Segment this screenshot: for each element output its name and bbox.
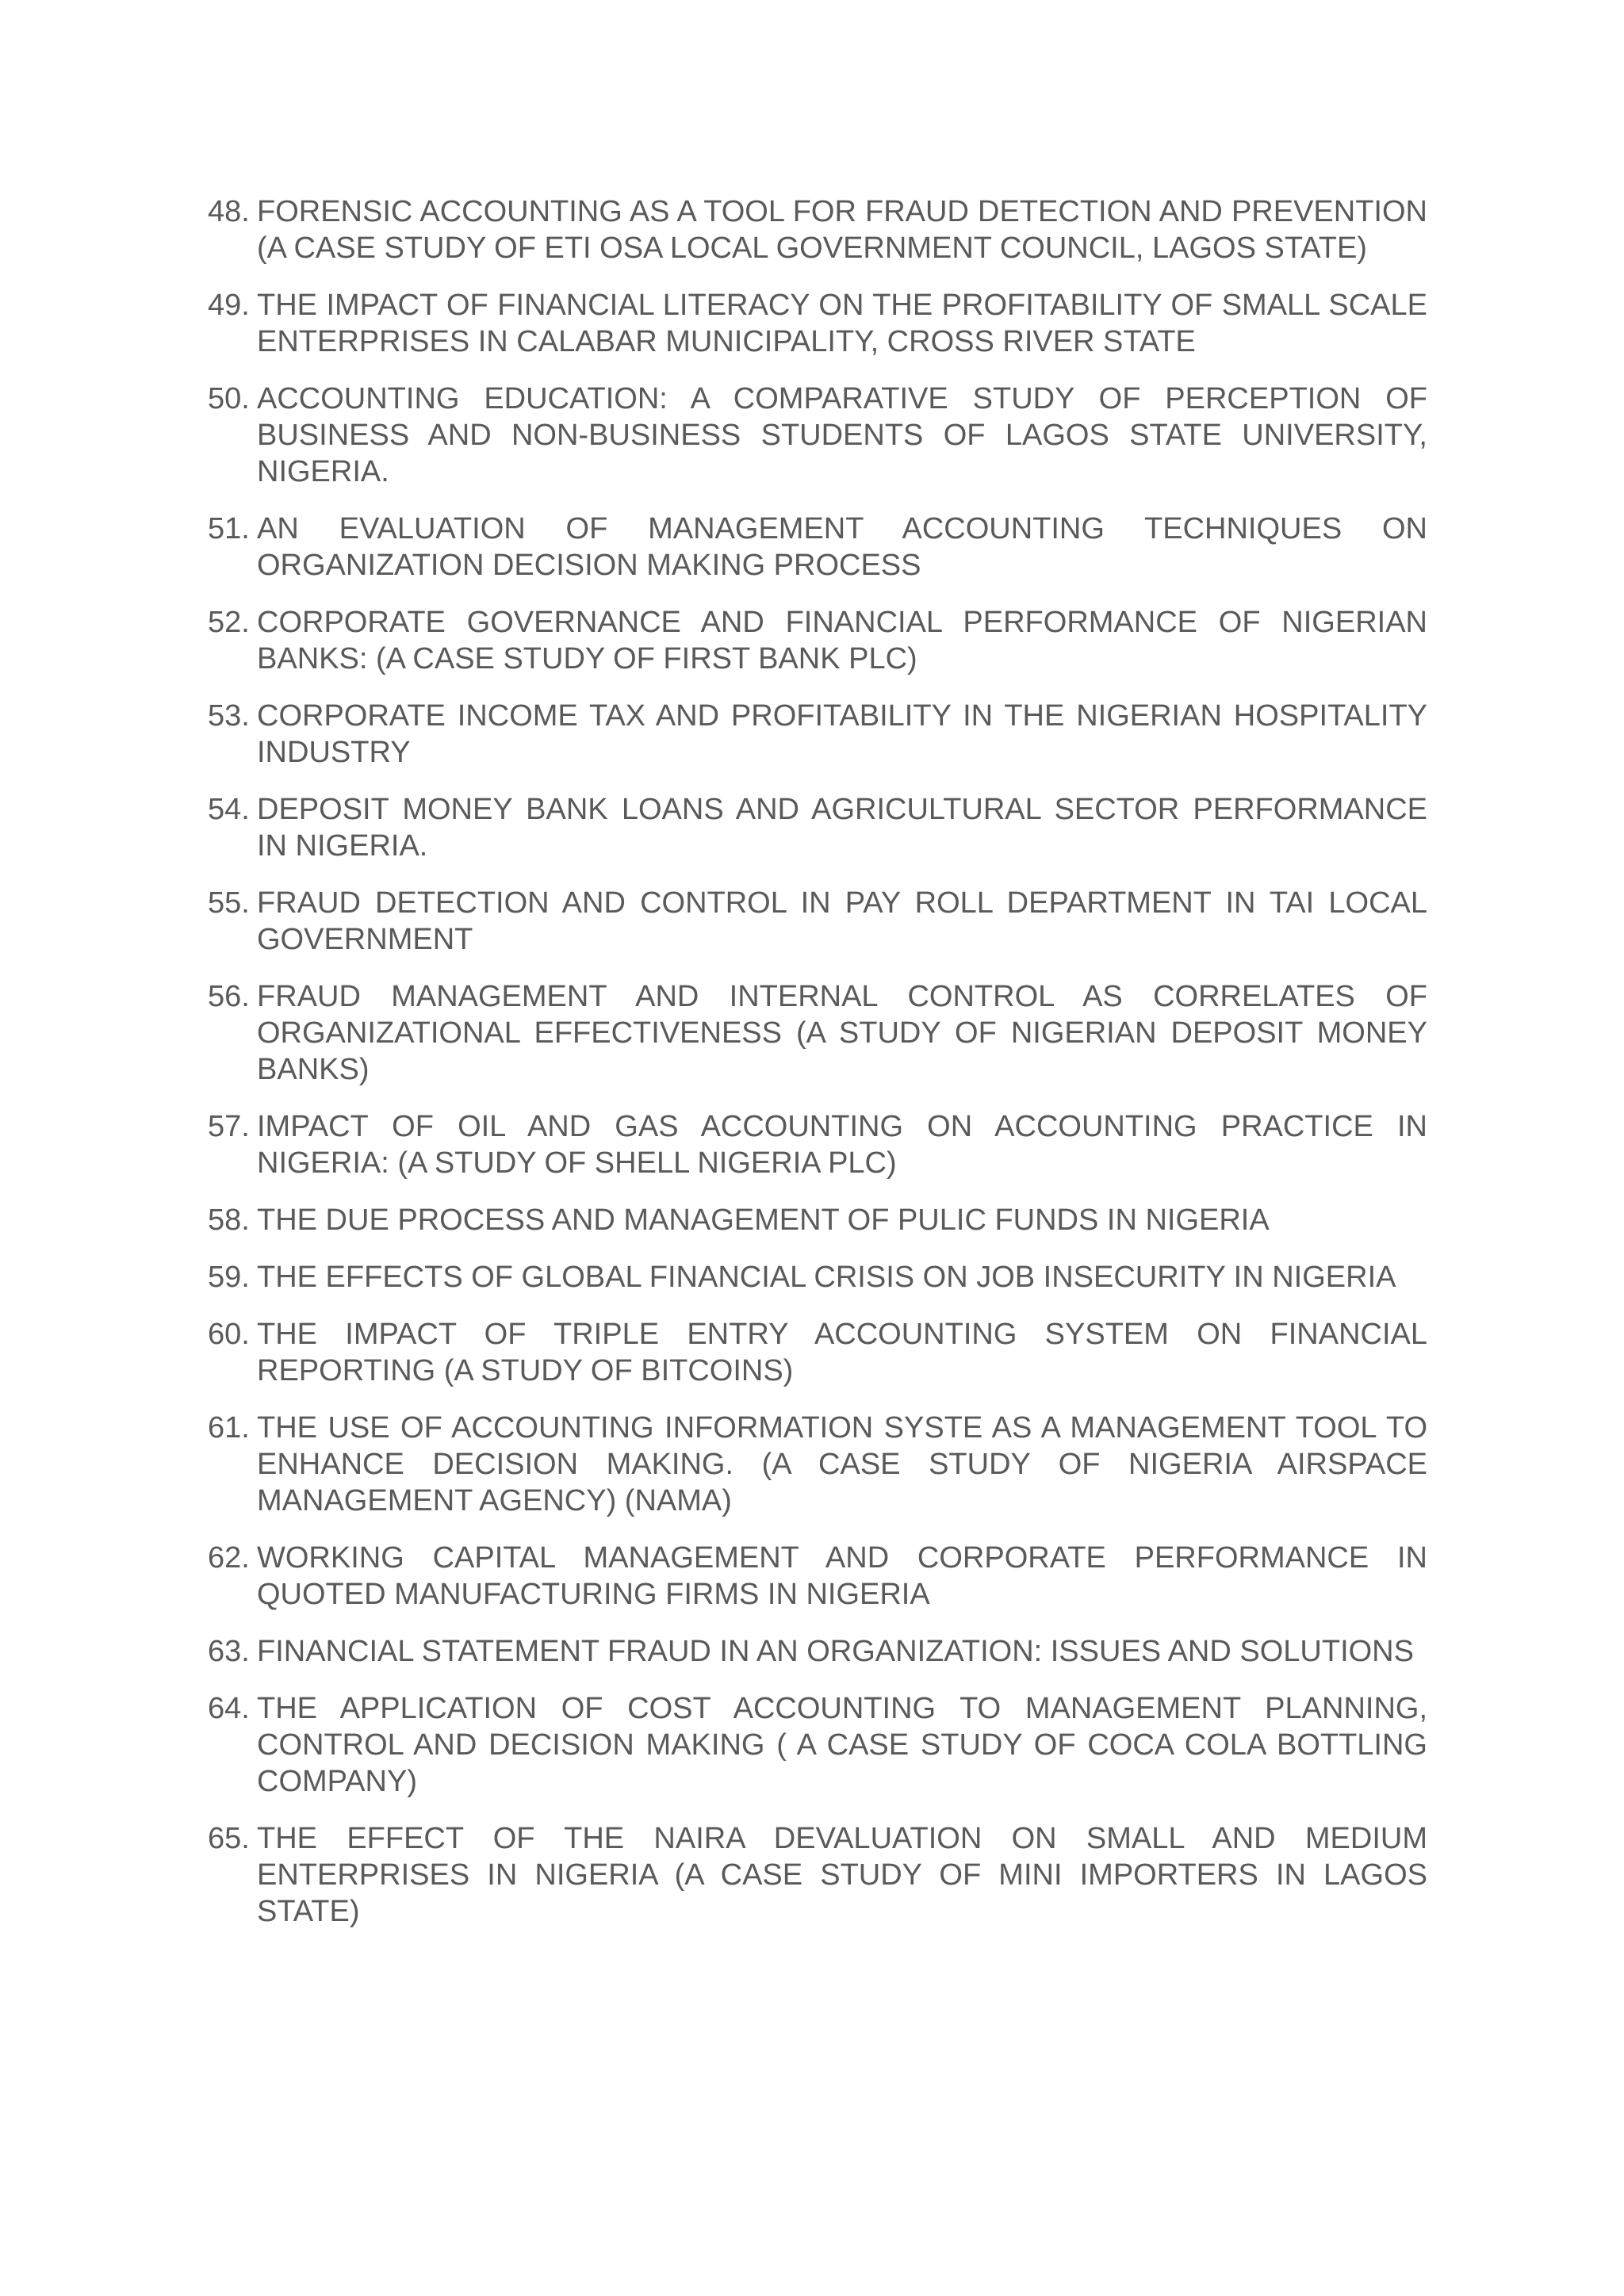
item-number: 51. bbox=[208, 512, 250, 545]
list-item bbox=[208, 1690, 1427, 1800]
item-title: DEPOSIT MONEY BANK LOANS AND AGRICULTURAL SECTOR PERFORMANCE IN NIGERIA. bbox=[257, 793, 1427, 863]
item-number: 52. bbox=[208, 606, 250, 639]
item-title: THE EFFECTS OF GLOBAL FINANCIAL CRISIS ON JOB INSECURITY IN NIGERIA bbox=[257, 1261, 1396, 1294]
list-item bbox=[208, 511, 1427, 584]
list-item bbox=[208, 287, 1427, 360]
list-item bbox=[208, 1202, 1427, 1238]
item-number: 54. bbox=[208, 793, 250, 826]
item-number: 61. bbox=[208, 1411, 250, 1445]
item-title: FRAUD DETECTION AND CONTROL IN PAY ROLL DEPARTMENT IN TAI LOCAL GOVERNMENT bbox=[257, 886, 1427, 956]
item-title: AN EVALUATION OF MANAGEMENT ACCOUNTING TECHNIQUES ON ORGANIZATION DECISION MAKING PROCESS bbox=[257, 512, 1427, 582]
item-title: IMPACT OF OIL AND GAS ACCOUNTING ON ACCOUNTING PRACTICE IN NIGERIA: (A STUDY OF SHELL NIGERIA PLC) bbox=[257, 1110, 1427, 1180]
list-item bbox=[208, 1108, 1427, 1181]
item-title: CORPORATE GOVERNANCE AND FINANCIAL PERFORMANCE OF NIGERIAN BANKS: (A CASE STUDY OF FIRST BANK PLC) bbox=[257, 606, 1427, 675]
list-item bbox=[208, 604, 1427, 677]
item-title: CORPORATE INCOME TAX AND PROFITABILITY IN THE NIGERIAN HOSPITALITY INDUSTRY bbox=[257, 699, 1427, 769]
list-item bbox=[208, 193, 1427, 266]
list-item bbox=[208, 1316, 1427, 1389]
list-item bbox=[208, 1540, 1427, 1613]
item-number: 57. bbox=[208, 1110, 250, 1143]
list-item bbox=[208, 978, 1427, 1088]
list-item bbox=[208, 885, 1427, 958]
list-item bbox=[208, 1259, 1427, 1295]
item-title: THE IMPACT OF TRIPLE ENTRY ACCOUNTING SYSTEM ON FINANCIAL REPORTING (A STUDY OF BITCOINS) bbox=[257, 1318, 1427, 1387]
item-number: 62. bbox=[208, 1541, 250, 1575]
list-item bbox=[208, 1410, 1427, 1519]
item-title: WORKING CAPITAL MANAGEMENT AND CORPORATE PERFORMANCE IN QUOTED MANUFACTURING FIRMS IN NIGERIA bbox=[257, 1541, 1427, 1611]
item-title: FRAUD MANAGEMENT AND INTERNAL CONTROL AS CORRELATES OF ORGANIZATIONAL EFFECTIVENESS (A STUDY OF NIGERIAN DEPOSIT MONEY BANKS) bbox=[257, 980, 1427, 1086]
item-number: 48. bbox=[208, 195, 250, 228]
item-title: FORENSIC ACCOUNTING AS A TOOL FOR FRAUD DETECTION AND PREVENTION (A CASE STUDY OF ETI OSA LOCAL GOVERNMENT COUNCIL, LAGOS STATE) bbox=[257, 195, 1427, 265]
item-title: ACCOUNTING EDUCATION: A COMPARATIVE STUDY OF PERCEPTION OF BUSINESS AND NON-BUSINESS STUDENTS OF LAGOS STATE UNIVERSITY, NIGERIA. bbox=[257, 382, 1427, 488]
item-title: THE DUE PROCESS AND MANAGEMENT OF PULIC FUNDS IN NIGERIA bbox=[257, 1203, 1270, 1237]
list-item bbox=[208, 1820, 1427, 1930]
item-title: FINANCIAL STATEMENT FRAUD IN AN ORGANIZATION: ISSUES AND SOLUTIONS bbox=[257, 1635, 1414, 1668]
item-number: 49. bbox=[208, 289, 250, 322]
item-number: 58. bbox=[208, 1203, 250, 1237]
item-number: 59. bbox=[208, 1261, 250, 1294]
list-item bbox=[208, 381, 1427, 490]
item-number: 53. bbox=[208, 699, 250, 733]
item-title: THE USE OF ACCOUNTING INFORMATION SYSTE AS A MANAGEMENT TOOL TO ENHANCE DECISION MAKING. (A CASE STUDY OF NIGERIA AIRSPACE MANAGEMENT AGENCY) (NAMA) bbox=[257, 1411, 1427, 1517]
item-number: 50. bbox=[208, 382, 250, 415]
item-number: 55. bbox=[208, 886, 250, 920]
item-number: 64. bbox=[208, 1692, 250, 1725]
list-item bbox=[208, 698, 1427, 771]
item-title: THE APPLICATION OF COST ACCOUNTING TO MANAGEMENT PLANNING, CONTROL AND DECISION MAKING ( A CASE STUDY OF COCA COLA BOTTLING COMPANY) bbox=[257, 1692, 1427, 1798]
item-number: 63. bbox=[208, 1635, 250, 1668]
item-title: THE IMPACT OF FINANCIAL LITERACY ON THE PROFITABILITY OF SMALL SCALE ENTERPRISES IN CALABAR MUNICIPALITY, CROSS RIVER STATE bbox=[257, 289, 1427, 358]
item-number: 56. bbox=[208, 980, 250, 1013]
item-number: 65. bbox=[208, 1822, 250, 1855]
list-item bbox=[208, 791, 1427, 864]
list-item bbox=[208, 1633, 1427, 1670]
item-title: THE EFFECT OF THE NAIRA DEVALUATION ON SMALL AND MEDIUM ENTERPRISES IN NIGERIA (A CASE STUDY OF MINI IMPORTERS IN LAGOS STATE) bbox=[257, 1822, 1427, 1928]
project-topic-list bbox=[208, 193, 1427, 1950]
item-number: 60. bbox=[208, 1318, 250, 1351]
